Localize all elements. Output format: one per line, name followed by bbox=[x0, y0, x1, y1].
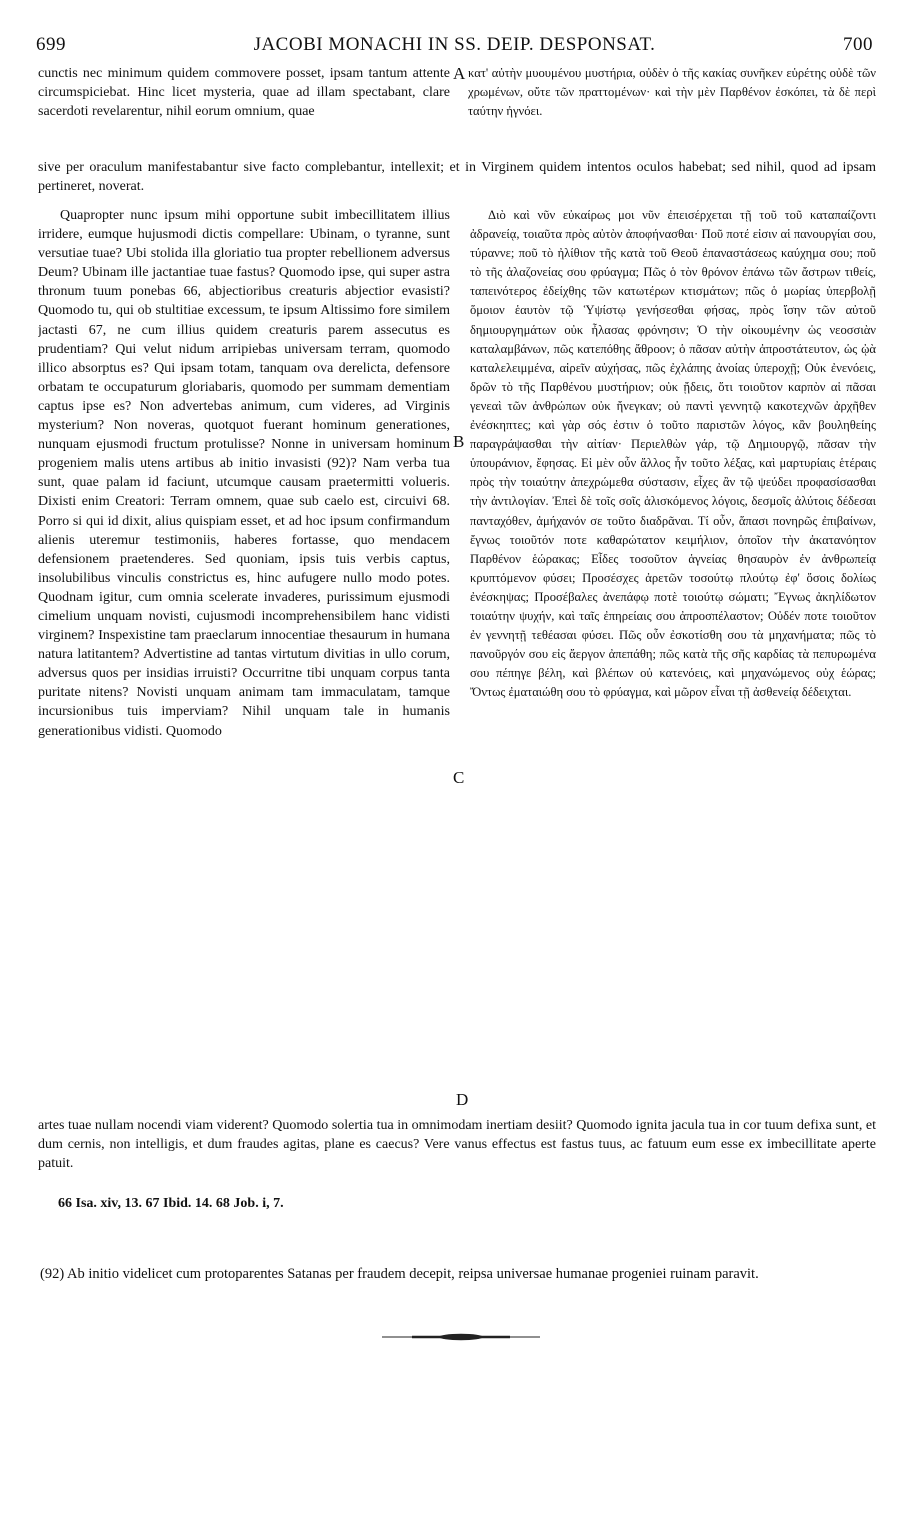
marginal-letter-a: A bbox=[453, 64, 466, 83]
latin-main-text: Quapropter nunc ipsum mihi opportune subit imbecillitatem illius irridere, eumque hujusmodi dictis compellare: Ubinam, o tyranne, sunt versutiae tuae? Ubi stolida illa gloriatio tua propter rebellionem adversus Deum? Ubinam ille jactantiae tuae fastus? Quomodo ipse, qui super astra thronum tuum ponebas 66, abjectioribus creaturis abjectior evasisti? Quomodo tu, qui ob stultitiae excessum, te ipsum Altissimo fore similem jactasti 67, ne cum illius quidem creaturis parem assecutus es prudentiam? Qui velut nidum arripiebas universam terram, quomodo illico absorptus es? Qui ipsam totam, tanquam ova derelicta, defensore orbatam te occupaturum gloriabaris, quomodo per summam dementiam captus ipse es? Non advertebas animum, cum videres, ad Virginis mysterium? Non noveras, quotquot fuerant hominum generationes, nunquam ejusmodi fructum protulisse? Nonne in universam hominum progeniem malis utens artibus ab initio invasisti (92)? Nam verba tua sunt, quae palam id faciunt, utcumque causam praetermitti volueris. Dixisti enim Creatori: Terram omnem, quae sub caelo est, circuivi 68. Porro si qui id dixit, alius quispiam esset, et ad hoc ipsum confirmandum alienis uteremur testimoniis, haberes fortasse, quo mendacem defensionem praetenderes. Sed quoniam, ipsis tuis verbis captus, insolubilibus vinculis constrictus es, hinc aufugere nullo modo potes. Quodnam igitur, cum omnia scelerate invaderes, purissimum ejusmodi cimelium unquam novisti, cujusmodi incomprehensibilem hanc vidisti virginem? Inspexistine tam praeclarum innocentiae thesaurum in humana natura latitantem? Advertistine ad tantas virtutum divitias in ullo corum, adversus quos per insidias irruisti? Occurritne tibi unquam corpus tanta puritate nitens? Novisti unquam animam tam immaculatam, tamque incursionibus tuis imperviam? Nihil unquam tale in humanis generationibus vidisti. Quomodo bbox=[38, 208, 450, 739]
latin-column-main bbox=[38, 206, 450, 1118]
greek-column-top bbox=[468, 64, 876, 142]
latin-full-1-text: sive per oraculum manifestabantur sive facto complebantur, intellexit; et in Virginem quidem intentos oculos habebat; sed nihil, quod ad ipsam pertineret, noverat. bbox=[38, 160, 876, 195]
running-title: JACOBI MONACHI IN SS. DEIP. DESPONSAT. bbox=[253, 34, 656, 55]
greek-column-main bbox=[470, 206, 876, 1118]
greek-main-text: Διὸ καὶ νῦν εὐκαίρως μοι νῦν ἐπεισέρχεται τῇ τοῦ τοῦ καταπαίζοντι ἀδρανείᾳ, τοιαῦτα πρὸς αὐτὸν ἀποφήνασθαι· Ποῦ ποτέ εἰσιν αἱ πανουργίαι σου, τύραννε; ποῦ τὸ ἠλίθιον τῆς κατὰ τοῦ Θεοῦ ἐπαναστάσεως καύχημα σου; ποῦ τὸ τῆς ἀλαζονείας σου φρύαγμα; Πῶς ὁ τὸν θρόνον ἐπάνω τῶν ἄστρων τιθείς, ταπεινότερος ἐδείχθης τῶν κατωτέρων κτισμάτων; πῶς ὁ μωρίας ὑπερβολῇ ὅμοιον ἑαυτὸν τῷ Ὑψίστῳ γενήσεσθαι φήσας, πρὸς ἴσην τῶν αὐτοῦ δημιουργημάτων οὐκ ἦλασας φρόνησιν; Ὁ τὴν οἰκουμένην ὡς νεοσσιὰν καταλαμβάνων, πῶς κατεπόθης ἄθροον; ὁ πᾶσαν αὐτὴν ἀπροστάτευτον, ὡς ᾠὰ καταλελειμμένα, αἱρεῖν αὐχήσας, πῶς ἐχλάπης ἀνοίας ὑπεροχῇ; Οὐκ ἐνενόεις, δρῶν τὸ τῆς Παρθένου μυστήριον; οὐκ ᾔδεις, ὅτι τοιοῦτον καρπὸν αἱ πᾶσαι γενεαὶ τῶν ἀνθρώπων οὐκ ἤνεγκαν; οὐ παντὶ γεννητῷ κακοτεχνῶν ἀρχῆθεν ἐνέσκηπτες; καὶ γὰρ σός ἐστιν ὁ τοῦτο παριστῶν λόγος, κἂν βουληθείης παραγράψασθαι τὴν αἰτίαν· Περιελθὼν γάρ, τῷ Δημιουργῷ, πᾶσαν τὴν ὑπουράνιον, ἔφησας. Εἰ μὲν οὖν ἄλλος ἦν τοῦτο λέξας, καὶ μαρτυρίαις ἑτέραις πρὸς τὴν τοιαύτην ἀπεχρώμεθα σύστασιν, εἶχες ἂν τῷ ψεύδει προφασίσασθαι τὴν ἀντιλογίαν. Ἐπεὶ δὲ τοῖς σοῖς ἁλισκόμενος λόγοις, δεσμοῖς ἀλύτοις δέδεσαι πανταχόθεν, ἀμήχανόν σε τοῦτο διαδρᾶναι. Τί οὖν, ἅπασι πονηρῶς ἐπιβαίνων, ἔγνως τοιοῦτόν ποτε καθαρώτατον κειμήλιον, ὁποῖον τὴν ἀκατανόητον Παρθένον ἑώρακας; Εἶδες τοσοῦτον ἁγνείας θησαυρὸν ἐν ἀνθρωπείᾳ κρυπτόμενον φύσει; Προσέσχες ἀρετῶν τοσούτῳ πλούτῳ ἐφ' ὅσοις δολίως ἐνέσκηψας; Προσέβαλες ἀνεπάφῳ ποτὲ τοιούτῳ σώματι; Ἔγνως ἀκηλίδωτον τοιαύτην ψυχήν, καὶ ταῖς ἐπηρείαις σου ἀπροσπέλαστον; Οὐδέν ποτε τοιοῦτον ἐν γεννητῇ τεθέασαι φύσει. Πῶς οὖν ἐσκοτίσθη σου τὰ μηχανήματα; πῶς τὸ πανοῦργόν σου εἰς ἄεργον ἀπεπάθη; πῶς κατὰ τῆς σῆς καρδίας τὰ πεπυρωμένα σου πέπηγε βέλη, καὶ βλέπων οὐ κατενόεις, καὶ μηχανώμενος οὐχ ἑώρας; Ὄντως ἐματαιώθη σου τὸ φρύαγμα, καὶ μῶρον εἶναι τῇ ἀσθενείᾳ δέδειχται. bbox=[470, 208, 876, 700]
latin-full-width-1 bbox=[38, 158, 876, 198]
latin-full-width-2 bbox=[38, 1116, 876, 1176]
marginal-letter-c: C bbox=[453, 768, 465, 787]
greek-top-text: κατ' αὐτὴν μυουμένου μυστήρια, οὐδὲν ὁ τῆς κακίας συνῆκεν εὑρέτης οὐδὲ τῶν χρωμένων, οὔτε τῶν πραττομένων· καὶ τὴν μὲν Παρθένον ἐσκόπει, τὰ δὲ περὶ ταύτην ἠγνόει. bbox=[468, 66, 876, 119]
ornament-rule-icon bbox=[382, 1332, 540, 1342]
marginal-letter-b: B bbox=[453, 432, 465, 451]
right-page-number: 700 bbox=[843, 34, 873, 55]
scripture-references: 66 Isa. xiv, 13. 67 Ibid. 14. 68 Job. i, 7. bbox=[58, 1196, 284, 1211]
latin-top-text: cunctis nec minimum quidem commovere posset, ipsam tantum attente circumspiciebat. Hinc licet mysteria, quae ad illam spectabant, clare sacerdoti revelarentur, nihil eorum omnium, quae bbox=[38, 66, 450, 120]
latin-full-2-text: artes tuae nullam nocendi viam viderent? Quomodo solertia tua in omnimodam inertiam desiit? Quomodo ignita jacula tua in cor tuum defixa sunt, et dum cernis, non intelligis, et dum fraudes agitas, plane es caecus? Vere vanus effectus est fastus tuus, ac fatuum eum esse ex imbecillitate aperte patuit. bbox=[38, 1118, 876, 1172]
marginal-letter-d: D bbox=[456, 1090, 469, 1109]
footnote-92: (92) Ab initio videlicet cum protoparentes Satanas per fraudem decepit, reipsa universae humanae progeniei ruinam paravit. bbox=[40, 1266, 759, 1282]
running-header bbox=[36, 34, 873, 58]
left-page-number: 699 bbox=[36, 34, 66, 55]
latin-column-top bbox=[38, 64, 450, 142]
